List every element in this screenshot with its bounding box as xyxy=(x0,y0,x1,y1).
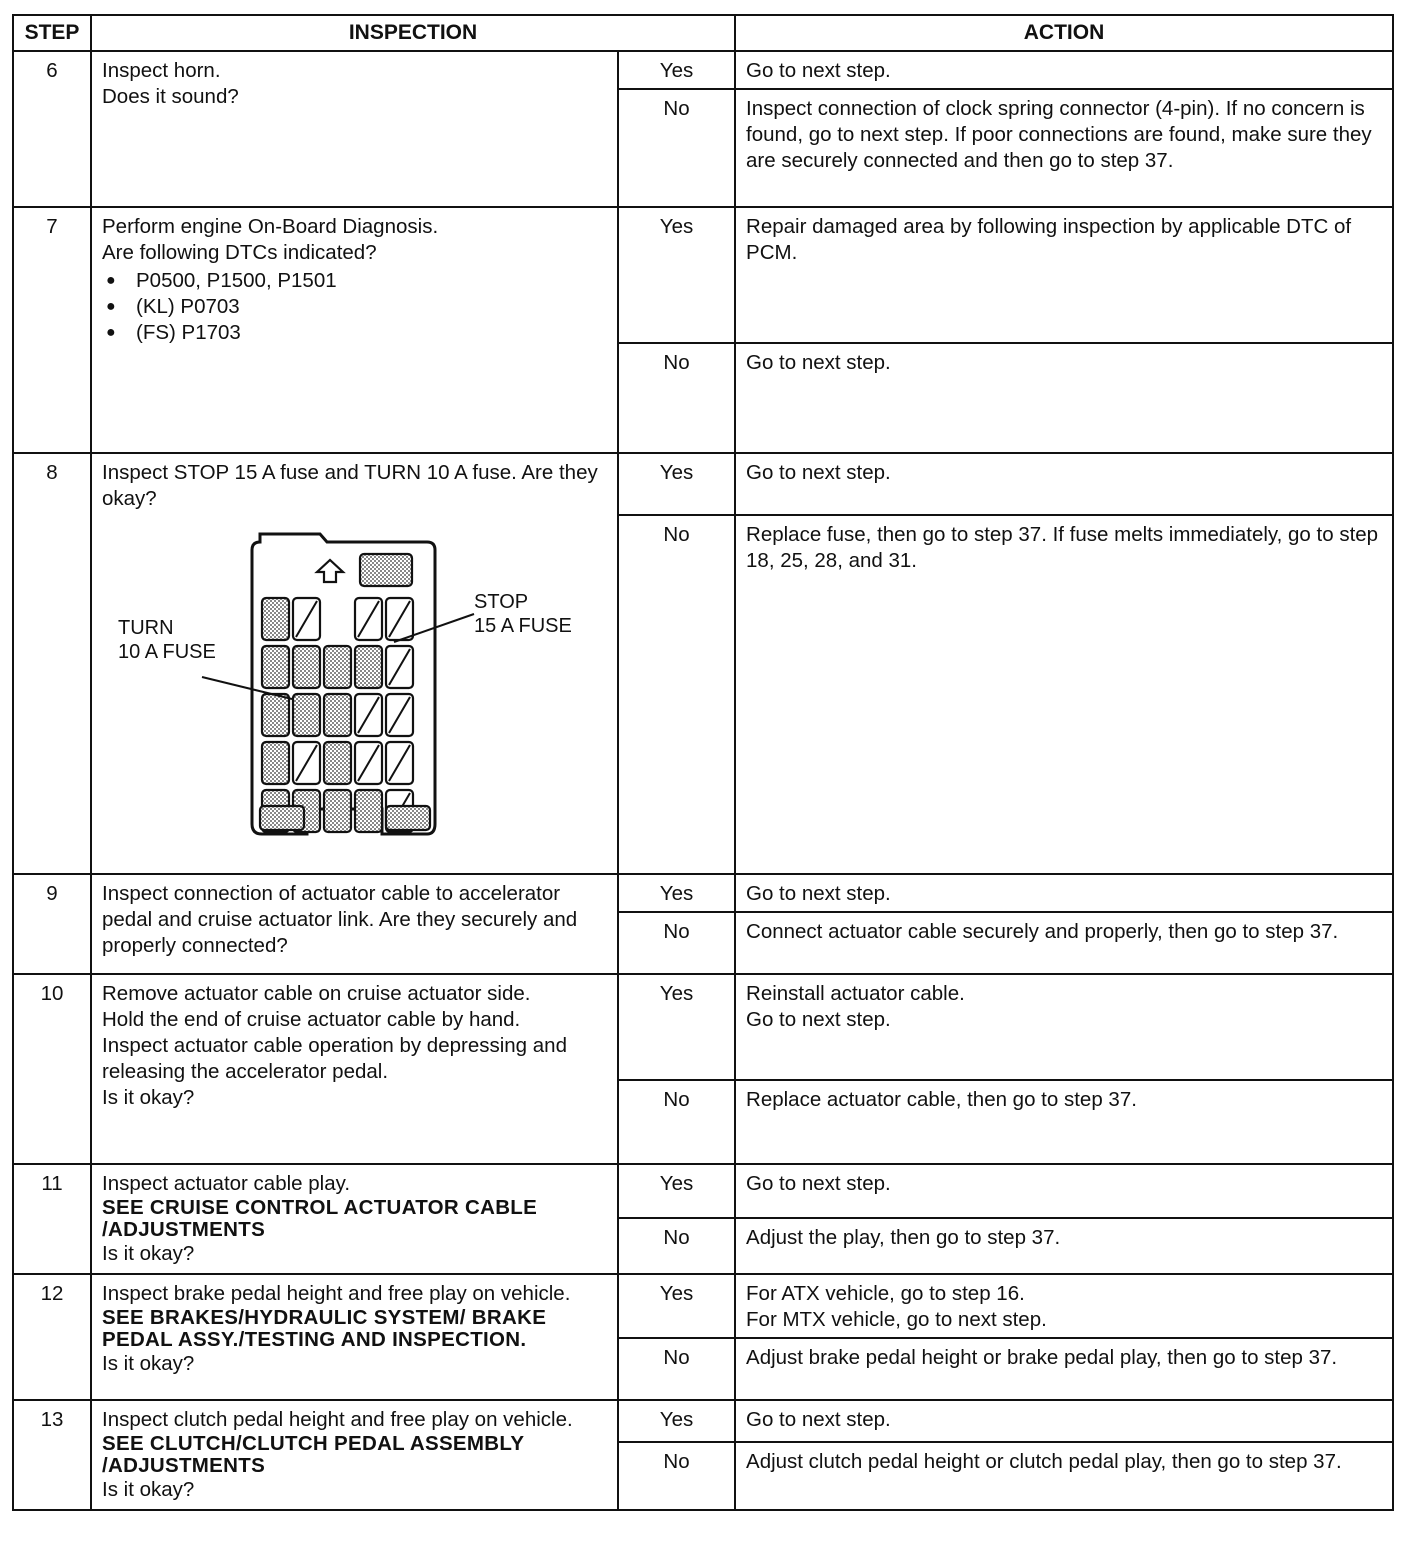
step-number: 12 xyxy=(13,1274,91,1400)
no-label: No xyxy=(618,89,735,207)
step-number: 6 xyxy=(13,51,91,207)
yes-label: Yes xyxy=(618,453,735,515)
no-label: No xyxy=(618,515,735,874)
action-text: Go to next step. xyxy=(735,343,1393,453)
step-number: 10 xyxy=(13,974,91,1164)
action-text: Go to next step. xyxy=(735,51,1393,89)
action-text: Go to next step. xyxy=(746,1008,891,1031)
inspection-text: Inspect horn. xyxy=(102,59,221,82)
inspection-text: Is it okay? xyxy=(102,1478,195,1501)
inspection-cell xyxy=(91,1400,618,1510)
header-row xyxy=(13,15,1393,51)
table-row xyxy=(13,874,1393,912)
step-number: 9 xyxy=(13,874,91,974)
no-label: No xyxy=(618,1338,735,1400)
action-text: Replace actuator cable, then go to step 37. xyxy=(735,1080,1393,1164)
table-row xyxy=(13,207,1393,343)
fuse-block-figure xyxy=(102,524,602,869)
table-row xyxy=(13,1400,1393,1442)
table-row xyxy=(13,1274,1393,1338)
reference-text: SEE CLUTCH/CLUTCH PEDAL ASSEMBLY xyxy=(102,1432,525,1455)
dtc-item: ● P0500, P1500, P1501 xyxy=(102,268,607,294)
yes-label: Yes xyxy=(618,207,735,343)
inspection-text: Does it sound? xyxy=(102,85,239,108)
inspection-text: Is it okay? xyxy=(102,1352,195,1375)
inspection-text: Inspect brake pedal height and free play on vehicle. xyxy=(102,1282,571,1305)
yes-label: Yes xyxy=(618,1400,735,1442)
action-text: Reinstall actuator cable. xyxy=(746,982,965,1005)
action-text: Adjust clutch pedal height or clutch pedal play, then go to step 37. xyxy=(735,1442,1393,1510)
action-text: For MTX vehicle, go to next step. xyxy=(746,1308,1047,1331)
inspection-cell xyxy=(91,874,618,974)
fuse-slot-filled xyxy=(262,742,289,784)
action-text: Go to next step. xyxy=(735,1164,1393,1218)
action-text: Adjust brake pedal height or brake pedal play, then go to step 37. xyxy=(735,1338,1393,1400)
fuse-slot-filled xyxy=(324,646,351,688)
inspection-cell xyxy=(91,207,618,453)
reference-text: SEE CRUISE CONTROL ACTUATOR CABLE xyxy=(102,1196,538,1219)
fuse-slot-filled xyxy=(262,646,289,688)
dtc-item: ● (KL) P0703 xyxy=(102,294,607,320)
header-action: ACTION xyxy=(735,15,1393,51)
inspection-text: Is it okay? xyxy=(102,1242,195,1265)
action-cell xyxy=(735,974,1393,1080)
yes-label: Yes xyxy=(618,1164,735,1218)
fuse-corner-right xyxy=(386,806,430,830)
action-text: Go to next step. xyxy=(735,453,1393,515)
inspection-text: Inspect actuator cable play. xyxy=(102,1172,351,1195)
relay-top xyxy=(360,554,412,586)
step-number: 13 xyxy=(13,1400,91,1510)
inspection-text: Inspect connection of actuator cable to accelerator pedal and cruise actuator link. Are they securely and properly connected? xyxy=(102,882,578,957)
inspection-cell xyxy=(91,974,618,1164)
inspection-text: Inspect STOP 15 A fuse and TURN 10 A fuse. Are they okay? xyxy=(102,461,598,510)
dtc-list xyxy=(102,268,607,346)
action-text: Adjust the play, then go to step 37. xyxy=(735,1218,1393,1274)
yes-label: Yes xyxy=(618,51,735,89)
step-number: 8 xyxy=(13,453,91,874)
inspection-text: Hold the end of cruise actuator cable by hand. xyxy=(102,1008,521,1031)
action-text: Go to next step. xyxy=(735,874,1393,912)
yes-label: Yes xyxy=(618,974,735,1080)
fuse-block-diagram xyxy=(102,524,602,869)
inspection-cell xyxy=(91,51,618,207)
action-cell xyxy=(735,1274,1393,1338)
dtc-item: ● (FS) P1703 xyxy=(102,320,607,346)
inspection-text: Inspect clutch pedal height and free play on vehicle. xyxy=(102,1408,573,1431)
inspection-text: Inspect actuator cable operation by depressing and releasing the accelerator pedal. xyxy=(102,1034,567,1083)
table-row xyxy=(13,974,1393,1080)
no-label: No xyxy=(618,343,735,453)
action-text: Inspect connection of clock spring connector (4-pin). If no concern is found, go to next step. If poor connections are found, make sure they are securely connected and then go to step 37. xyxy=(735,89,1393,207)
inspection-cell xyxy=(91,453,618,874)
reference-text: /ADJUSTMENTS xyxy=(102,1218,266,1241)
header-step: STEP xyxy=(13,15,91,51)
turn-fuse-label: TURN 10 A FUSE xyxy=(118,617,216,663)
no-label: No xyxy=(618,1080,735,1164)
action-text: Replace fuse, then go to step 37. If fuse melts immediately, go to step 18, 25, 28, and 31. xyxy=(735,515,1393,874)
fuse-slot-filled xyxy=(355,646,382,688)
inspection-text: Perform engine On-Board Diagnosis. xyxy=(102,215,439,238)
table-row xyxy=(13,453,1393,515)
inspection-text: Is it okay? xyxy=(102,1086,195,1109)
fuse-slot-filled xyxy=(324,694,351,736)
action-text: Repair damaged area by following inspection by applicable DTC of PCM. xyxy=(735,207,1393,343)
fuse-slot-filled xyxy=(262,694,289,736)
yes-label: Yes xyxy=(618,874,735,912)
no-label: No xyxy=(618,1218,735,1274)
action-text: For ATX vehicle, go to step 16. xyxy=(746,1282,1025,1305)
table-row xyxy=(13,1164,1393,1218)
action-text: Go to next step. xyxy=(735,1400,1393,1442)
inspection-text: Are following DTCs indicated? xyxy=(102,241,377,264)
step-number: 11 xyxy=(13,1164,91,1274)
reference-text: /ADJUSTMENTS xyxy=(102,1454,266,1477)
inspection-cell xyxy=(91,1274,618,1400)
step-number: 7 xyxy=(13,207,91,453)
reference-text: SEE BRAKES/HYDRAULIC SYSTEM/ BRAKE PEDAL ASSY./TESTING AND INSPECTION. xyxy=(102,1306,547,1351)
action-text: Connect actuator cable securely and properly, then go to step 37. xyxy=(735,912,1393,974)
fuse-slot-filled xyxy=(355,790,382,832)
fuse-slot-filled xyxy=(262,598,289,640)
fuse-slot-filled xyxy=(293,694,320,736)
fuse-slot-filled xyxy=(324,742,351,784)
no-label: No xyxy=(618,912,735,974)
fuse-slot-filled xyxy=(293,646,320,688)
inspection-text: Remove actuator cable on cruise actuator side. xyxy=(102,982,531,1005)
inspection-cell xyxy=(91,1164,618,1274)
fuse-slot-filled xyxy=(324,790,351,832)
stop-fuse-label: STOP 15 A FUSE xyxy=(474,591,572,637)
table-row xyxy=(13,51,1393,89)
header-inspection: INSPECTION xyxy=(91,15,735,51)
no-label: No xyxy=(618,1442,735,1510)
diagnostic-table xyxy=(12,14,1394,1511)
yes-label: Yes xyxy=(618,1274,735,1338)
fuse-corner-left xyxy=(260,806,304,830)
